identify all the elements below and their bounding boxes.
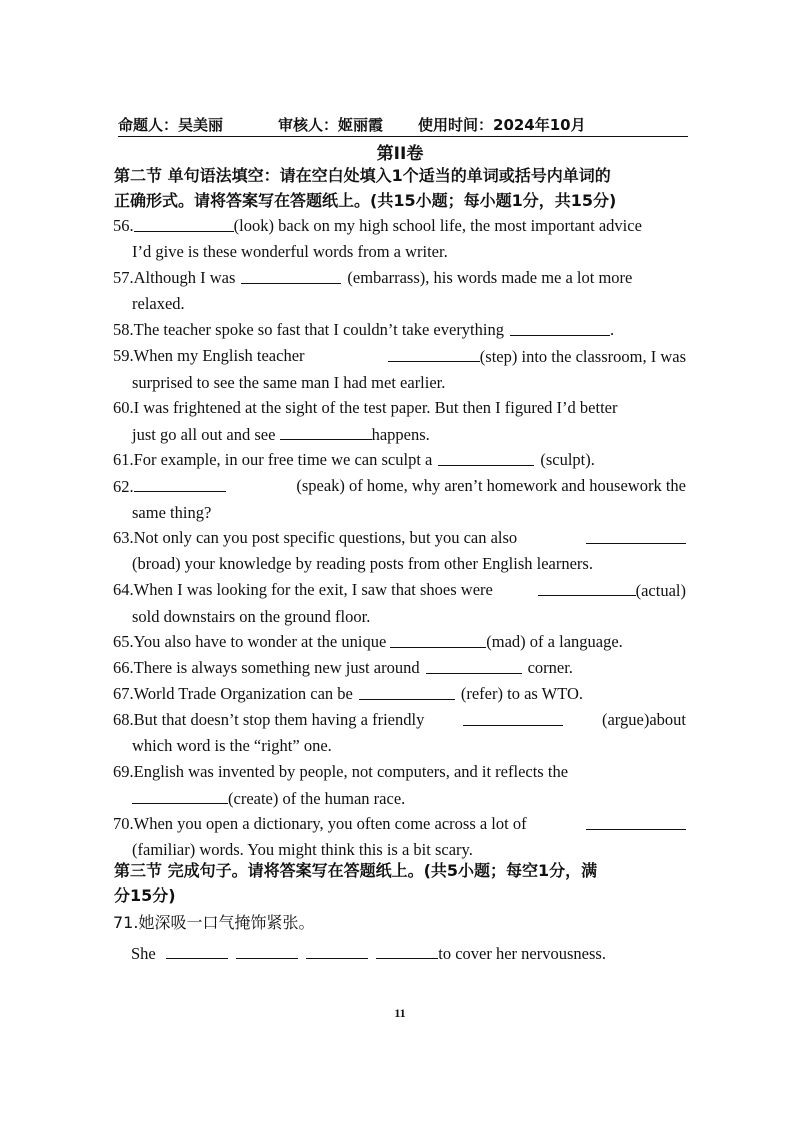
q71-blank-1[interactable] [166, 940, 228, 959]
q59-text-b: (step) into the classroom, I was [479, 347, 686, 366]
q57-text-c: relaxed. [132, 294, 185, 313]
q71-end: to cover her nervousness. [438, 944, 606, 963]
question-56 [113, 213, 686, 265]
q62-text-a: (speak) of home, why aren’t homework and housework the [296, 476, 686, 495]
header-divider [118, 136, 688, 137]
q56-number: 56. [113, 216, 134, 235]
q56-text-a: (look) back on my high school life, the most important advice [233, 216, 642, 235]
q66-blank[interactable] [426, 655, 522, 674]
q62-number: 62. [113, 477, 134, 496]
author-label: 命题人：吴美丽 [118, 116, 224, 134]
q67-text-b: (refer) to as WTO. [460, 684, 584, 703]
q65-text-b: (mad) of a language. [486, 632, 623, 651]
q56-text-b: I’d give is these wonderful words from a writer. [132, 242, 448, 261]
question-67 [113, 681, 686, 707]
question-68 [113, 707, 686, 759]
section2-title-line1: 第二节 单句语法填空：请在空白处填入1个适当的单词或括号内单词的 [114, 166, 611, 185]
q57-text-b: (embarrass), his words made me a lot more [347, 268, 633, 287]
q58-text-a: 58.The teacher spoke so fast that I couldn’t take everything [113, 320, 504, 339]
q57-text-a: 57.Although I was [113, 268, 236, 287]
q71-blank-3[interactable] [306, 940, 368, 959]
q57-blank[interactable] [241, 265, 341, 284]
q71-start: She [131, 944, 156, 963]
section3-title-line2: 分15分) [114, 886, 176, 905]
q60-text-b: just go all out and see [132, 425, 276, 444]
q71-prompt: 71.她深吸一口气掩饰紧张。 [113, 913, 315, 932]
volume-title: 第II卷 [376, 144, 424, 164]
q62-blank[interactable] [134, 473, 226, 492]
q61-blank[interactable] [438, 447, 534, 466]
question-63 [113, 525, 686, 577]
q63-blank[interactable] [586, 525, 686, 544]
question-59 [113, 343, 686, 396]
section3-instructions [114, 858, 689, 908]
question-58 [113, 317, 686, 343]
q70-text-b: (familiar) words. You might think this is a bit scary. [132, 840, 473, 859]
q70-text-a: 70.When you open a dictionary, you often come across a lot of [113, 814, 527, 833]
q65-text-a: 65.You also have to wonder at the unique [113, 632, 387, 651]
q59-text-a: 59.When my English teacher [113, 346, 305, 365]
q64-text-c: sold downstairs on the ground floor. [132, 607, 371, 626]
reviewer-label: 审核人：姬丽霞 [278, 116, 384, 134]
question-64 [113, 577, 686, 630]
q67-text-a: 67.World Trade Organization can be [113, 684, 353, 703]
q71-blank-2[interactable] [236, 940, 298, 959]
q62-text-b: same thing? [132, 503, 212, 522]
q58-blank[interactable] [510, 317, 610, 336]
q60-text-a: 60.I was frightened at the sight of the test paper. But then I figured I’d better [113, 398, 618, 417]
q69-text-b: (create) of the human race. [228, 789, 406, 808]
question-62 [113, 473, 686, 526]
q64-blank[interactable] [538, 577, 636, 596]
q59-text-c: surprised to see the same man I had met earlier. [132, 373, 446, 392]
q63-text-b: (broad) your knowledge by reading posts from other English learners. [132, 554, 593, 573]
question-70 [113, 811, 686, 863]
q58-text-b: . [609, 320, 615, 339]
question-71 [113, 910, 686, 967]
q65-blank[interactable] [390, 629, 486, 648]
q70-blank[interactable] [586, 811, 686, 830]
q69-text-a: 69.English was invented by people, not computers, and it reflects the [113, 762, 569, 781]
q60-text-c: happens. [371, 425, 430, 444]
question-60 [113, 395, 686, 448]
q64-text-b: (actual) [635, 581, 686, 600]
q66-text-b: corner. [527, 658, 573, 677]
q71-blank-4[interactable] [376, 940, 438, 959]
page-number: 11 [394, 1006, 406, 1020]
q64-text-a: 64.When I was looking for the exit, I saw that shoes were [113, 580, 493, 599]
q69-blank[interactable] [132, 785, 228, 804]
q63-text-a: 63.Not only can you post specific questions, but you can also [113, 528, 518, 547]
q67-blank[interactable] [359, 681, 455, 700]
q56-blank[interactable] [134, 213, 234, 232]
q59-blank[interactable] [388, 343, 480, 362]
q68-text-a: 68.But that doesn’t stop them having a friendly [113, 710, 425, 729]
q61-text-b: (sculpt). [540, 450, 595, 469]
question-69 [113, 759, 686, 812]
q68-blank[interactable] [463, 707, 563, 726]
usage-time-label: 使用时间：2024年10月 [418, 116, 586, 134]
section2-instructions [114, 163, 689, 213]
question-57 [113, 265, 686, 317]
q60-blank[interactable] [280, 421, 372, 440]
q68-text-b: (argue)about [601, 710, 686, 729]
q66-text-a: 66.There is always something new just around [113, 658, 420, 677]
section3-title-line1: 第三节 完成句子。请将答案写在答题纸上。(共5小题；每空1分，满 [114, 861, 598, 880]
section2-title-line2: 正确形式。请将答案写在答题纸上。(共15小题；每小题1分，共15分) [114, 191, 617, 210]
q61-text-a: 61.For example, in our free time we can sculpt a [113, 450, 433, 469]
question-66 [113, 655, 686, 681]
q68-text-c: which word is the “right” one. [132, 736, 332, 755]
question-61 [113, 447, 686, 473]
question-65 [113, 629, 686, 655]
exam-header [118, 110, 688, 136]
